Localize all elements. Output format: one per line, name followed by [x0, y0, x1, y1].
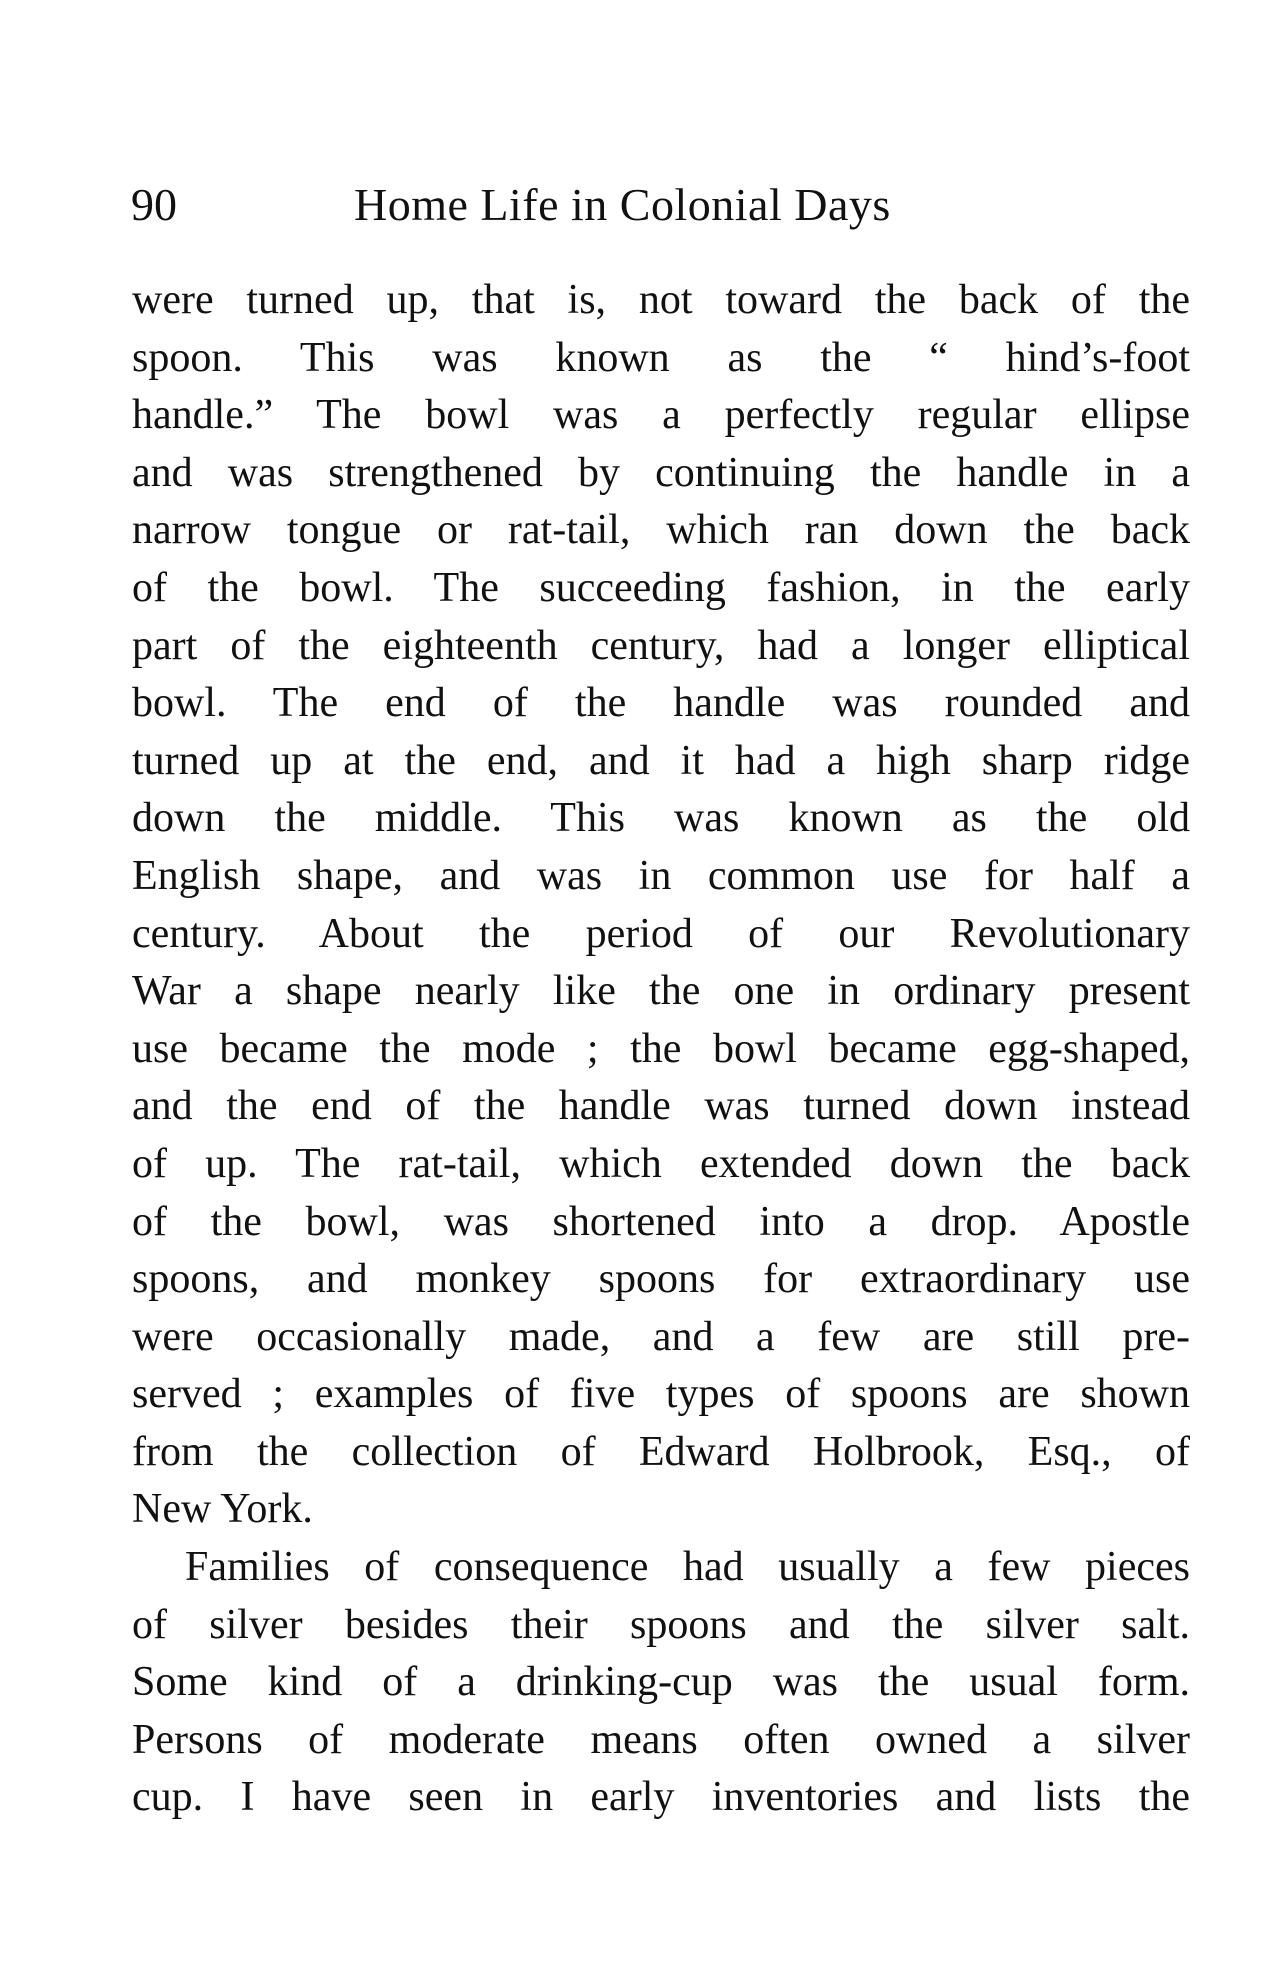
running-title: Home Life in Colonial Days: [354, 179, 891, 230]
text-line: turned up at the end, and it had a high sharp ridge: [132, 737, 1190, 784]
text-line: English shape, and was in common use for half a: [132, 852, 1190, 899]
page-number: 90: [131, 179, 177, 230]
text-line: were turned up, that is, not toward the back of the: [132, 277, 1190, 323]
text-line: cup. I have seen in early inventories and lists the: [132, 1774, 1190, 1821]
text-line: of up. The rat-tail, which extended down the back: [132, 1140, 1190, 1187]
paragraph-end-line: New York.: [132, 1486, 313, 1533]
text-line: and was strengthened by continuing the handle in a: [132, 449, 1190, 496]
text-line: War a shape nearly like the one in ordinary present: [132, 968, 1190, 1015]
text-line: from the collection of Edward Holbrook, Esq., of: [132, 1428, 1190, 1475]
text-line: part of the eighteenth century, had a longer elliptical: [132, 622, 1190, 669]
body-text: [132, 272, 1190, 1827]
text-line: bowl. The end of the handle was rounded and: [132, 680, 1190, 727]
text-line: narrow tongue or rat-tail, which ran down the back: [132, 507, 1190, 554]
text-line: spoon. This was known as the “ hind’s-foot: [132, 334, 1190, 381]
text-line: of the bowl, was shortened into a drop. Apostle: [132, 1198, 1190, 1245]
page-header: [131, 175, 1191, 235]
text-line: and the end of the handle was turned down instead: [132, 1083, 1190, 1130]
text-line: use became the mode ; the bowl became egg-shaped,: [132, 1025, 1190, 1072]
paragraph-start-line: Families of consequence had usually a few pieces: [185, 1544, 1190, 1591]
text-line: of silver besides their spoons and the silver salt.: [132, 1601, 1190, 1648]
text-line: spoons, and monkey spoons for extraordinary use: [132, 1256, 1190, 1303]
text-line: century. About the period of our Revolutionary: [132, 910, 1190, 957]
text-line: were occasionally made, and a few are still pre-: [132, 1313, 1190, 1360]
text-line: down the middle. This was known as the old: [132, 795, 1190, 842]
text-line: Some kind of a drinking-cup was the usual form.: [132, 1659, 1190, 1706]
text-line: of the bowl. The succeeding fashion, in the early: [132, 564, 1190, 611]
text-line: handle.” The bowl was a perfectly regular ellipse: [132, 392, 1190, 439]
text-line: Persons of moderate means often owned a silver: [132, 1716, 1190, 1763]
text-line: served ; examples of five types of spoons are shown: [132, 1371, 1190, 1418]
